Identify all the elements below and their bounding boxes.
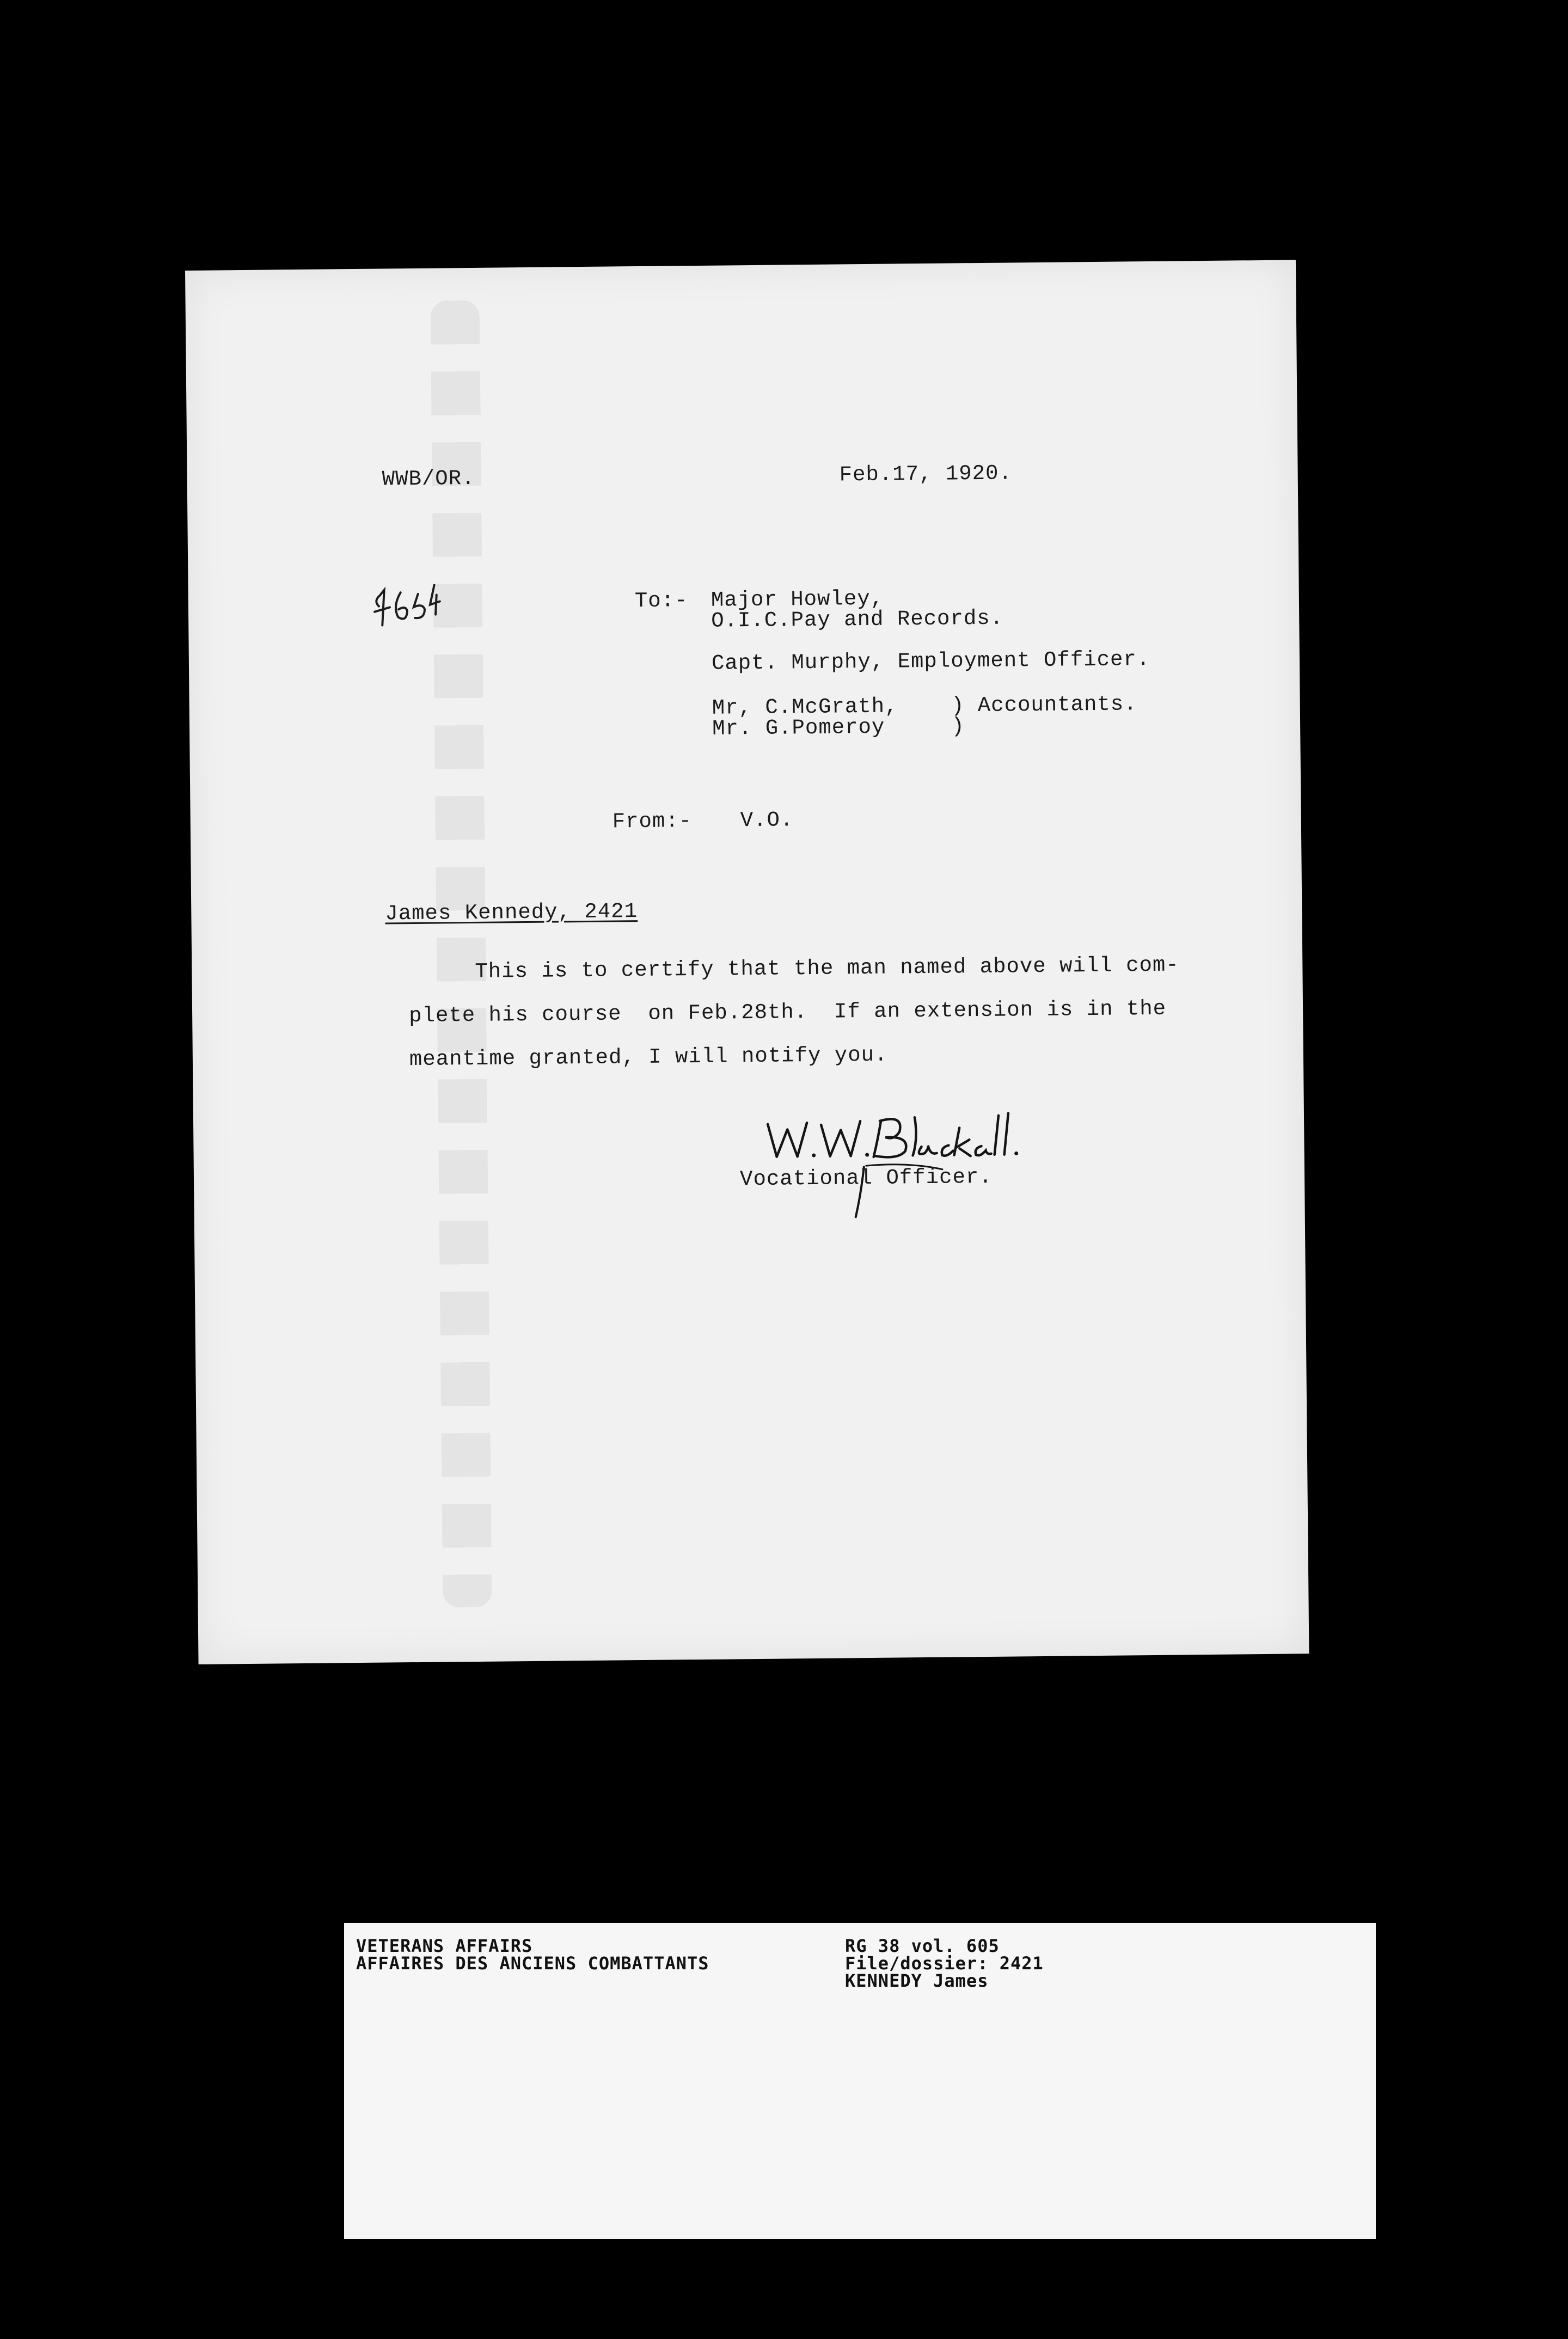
file-dossier: File/dossier: 2421 [845,1953,1044,1974]
recipient-capt-murphy: Capt. Murphy, Employment Officer. [711,647,1150,676]
handwritten-file-number [367,573,444,633]
signature-title: Vocational Officer. [739,1165,993,1192]
letter-date: Feb.17, 1920. [839,461,1013,487]
from-value: V.O. [740,808,794,833]
recipient-major-howley: Major Howley, [710,586,884,613]
body-line-1: This is to certify that the man named above will com- [475,953,1179,984]
record-group: RG 38 vol. 605 [845,1936,1000,1956]
letter-sheet [185,260,1309,1664]
department-french: AFFAIRES DES ANCIENS COMBATTANTS [356,1953,709,1974]
body-line-3: meantime granted, I will notify you. [409,1043,888,1072]
subject-name: KENNEDY James [845,1970,989,1991]
reference-code: WWB/OR. [382,466,475,492]
recipient-pomeroy: Mr. G.Pomeroy ) [712,714,965,741]
faint-stamp-bleed [431,301,492,1608]
from-label: From:- [612,809,693,834]
department-english: VETERANS AFFAIRS [356,1936,533,1956]
recipient-pay-records: O.I.C.Pay and Records. [711,606,1004,633]
subject-line: James Kennedy, 2421 [385,899,638,926]
body-line-2: plete his course on Feb.28th. If an extension is in the [408,996,1167,1028]
recipient-mcgrath: Mr, C.McGrath, ) Accountants. [712,692,1137,720]
to-label: To:- [634,589,688,614]
archive-reference-card [344,1923,1376,2239]
